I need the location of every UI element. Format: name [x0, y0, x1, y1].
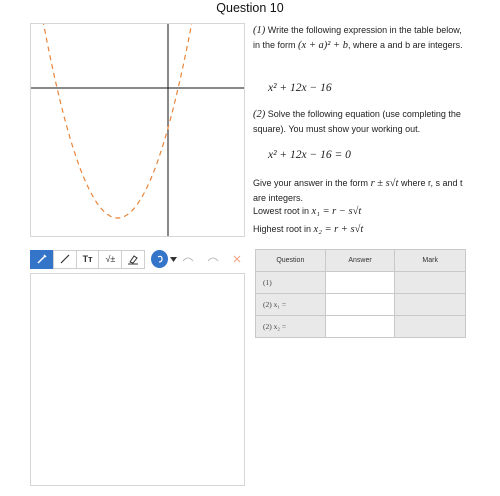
close-icon [233, 255, 241, 263]
line-icon [59, 253, 71, 265]
undo-button[interactable] [180, 250, 197, 268]
eraser-icon [127, 253, 139, 265]
lowest-root-line [253, 204, 468, 219]
drawing-toolbar [30, 249, 245, 269]
header-answer: Answer [325, 250, 395, 272]
dropdown-caret-button[interactable] [169, 250, 177, 268]
math-icon: √± [105, 254, 116, 264]
question-title: Question 10 [216, 1, 284, 15]
part1-form: (x + a)² + b [298, 40, 349, 51]
part2-number: (2) [253, 109, 266, 120]
highest-root-line [253, 222, 468, 237]
drawing-canvas[interactable] [30, 273, 245, 486]
answer-form-before: Give your answer in the form [253, 178, 369, 188]
part1-text-after: , where a and b are integers. [348, 40, 463, 50]
redo-button[interactable] [205, 250, 222, 268]
row-mark [395, 316, 466, 338]
redo-arc-icon [207, 255, 219, 263]
row-mark [395, 294, 466, 316]
part1-text-before: Write the following expression in the table below, in the form [253, 25, 462, 50]
header-question: Question [256, 250, 326, 272]
highest-root-label: Highest root in [253, 224, 312, 234]
clear-button[interactable] [228, 250, 245, 268]
row-answer-input[interactable] [325, 316, 395, 338]
part1-expression: x² + 12x − 16 [268, 82, 332, 94]
parabola-curve [43, 24, 193, 218]
eraser-tool-button[interactable] [121, 250, 145, 269]
part1-number: (1) [253, 25, 266, 36]
lowest-root-label: Lowest root in [253, 206, 310, 216]
answer-table [255, 249, 466, 338]
part2-text: Solve the following equation (use completing the square). You must show your working out. [253, 109, 461, 134]
part2-instructions [253, 107, 468, 136]
table-row [256, 272, 466, 294]
answer-form-after: where r, s and t are integers. [253, 178, 463, 203]
part2-equation: x² + 12x − 16 = 0 [268, 149, 351, 161]
text-size-icon: Tт [82, 254, 93, 264]
parabola-graph [31, 24, 244, 236]
table-header-row [256, 250, 466, 272]
undo-icon [155, 254, 165, 264]
answer-form-math: r ± s√t [370, 178, 399, 189]
pen-tool-button[interactable] [30, 250, 54, 269]
text-tool-button[interactable] [76, 250, 100, 269]
table-row [256, 316, 466, 338]
pen-icon [36, 253, 48, 265]
highest-root-value: r + s√t [334, 224, 364, 235]
part1-instructions [253, 23, 468, 53]
row-question: (2) x₂ = [256, 316, 326, 338]
lowest-root-value: r − s√t [332, 206, 362, 217]
answer-form-instructions [253, 176, 468, 205]
table-row [256, 294, 466, 316]
caret-down-icon [170, 257, 177, 262]
undo-arc-icon [182, 255, 194, 263]
row-answer-input[interactable] [325, 294, 395, 316]
line-tool-button[interactable] [53, 250, 77, 269]
graph-panel [30, 23, 245, 237]
undo-circle-button[interactable] [151, 250, 168, 268]
highest-root-var: x₂ = [313, 224, 332, 235]
lowest-root-var: x₁ = [311, 206, 330, 217]
row-answer-input[interactable] [325, 272, 395, 294]
header-mark: Mark [395, 250, 466, 272]
row-question: (1) [256, 272, 326, 294]
row-mark [395, 272, 466, 294]
row-question: (2) x₁ = [256, 294, 326, 316]
math-tool-button[interactable] [98, 250, 122, 269]
